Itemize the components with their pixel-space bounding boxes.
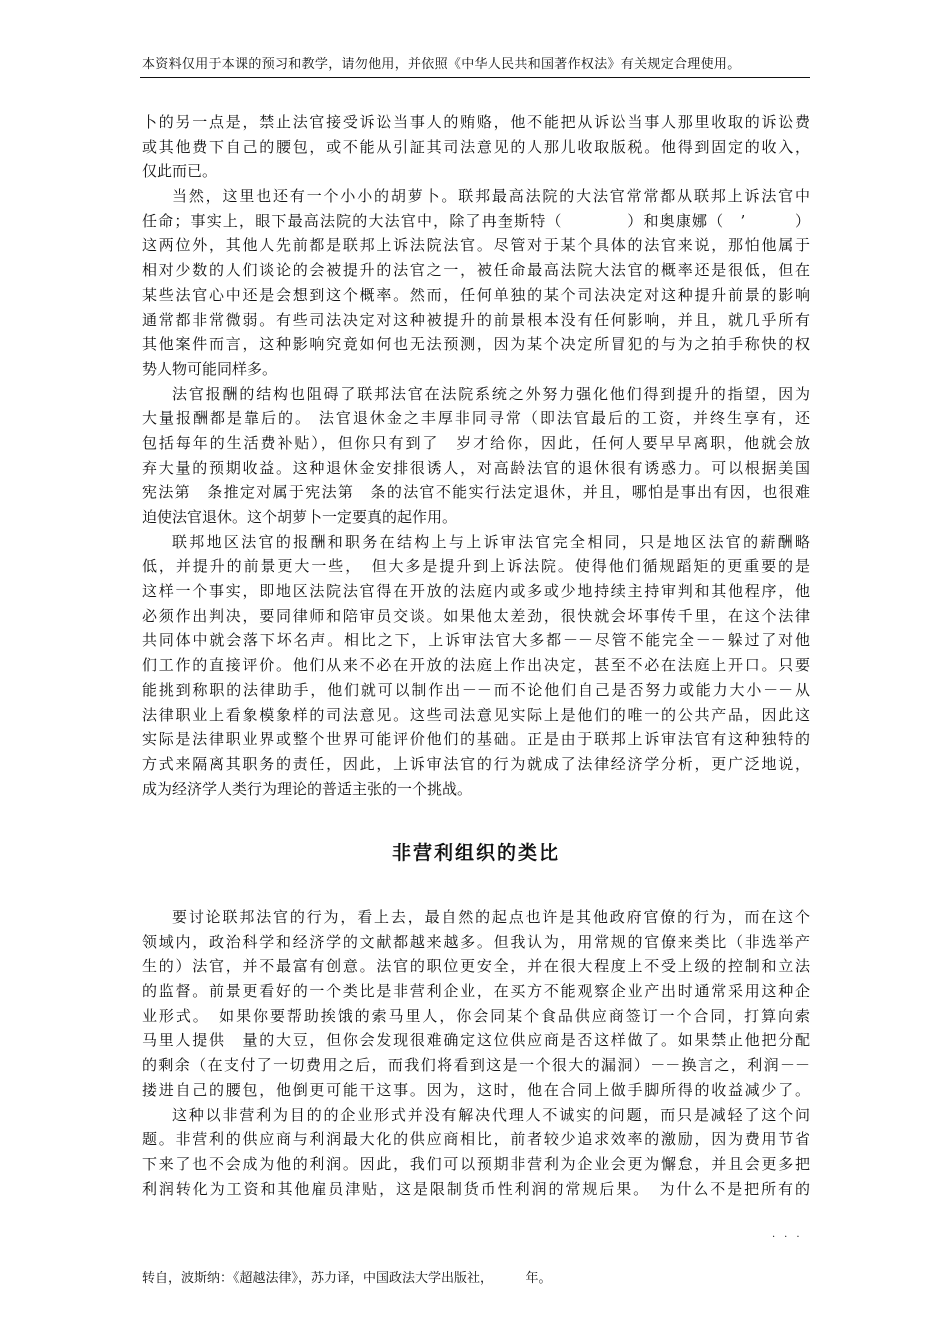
text-line: 低，并提升的前景更大一些， 但大多是提升到上诉法院。使得他们循规蹈矩的更重要的是 [142,557,810,576]
text-line: 方式来隔离其职务的责任，因此，上诉审法官的行为就成了法律经济学分析，更广泛地说， [142,754,810,773]
body-text-part-1 [142,110,810,801]
text-line: 相对少数的人们谈论的会被提升的法官之一，被任命最高法院大法官的概率还是很低，但在 [142,261,810,280]
text-line: 马里人提供 量的大豆，但你会发现很难确定这位供应商是否这样做了。如果禁止他把分配 [142,1031,810,1050]
text-line: 包括每年的生活费补贴），但你只有到了 岁才给你，因此，任何人要早早离职，他就会放 [142,433,810,452]
text-line: 能挑到称职的法律助手，他们就可以制作出－－而不论他们自己是否努力或能力大小－－从 [142,680,810,699]
text-line: 其他案件而言，这种影响究竟如何也无法预测，因为某个决定所冒犯的与为之拍手称快的权 [142,335,810,354]
text-line: 生的）法官，并不最富有创意。法官的职位更安全，并在很大程度上不受上级的控制和立法 [142,957,810,976]
text-line: 任命；事实上，眼下最高法院的大法官中，除了冉奎斯特（ ）和奥康娜（ ’ ） [142,211,810,230]
text-line: 这种以非营利为目的的企业形式并没有解决代理人不诚实的问题，而只是减轻了这个问 [172,1105,810,1124]
text-line: 的剩余（在支付了一切费用之后，而我们将看到这是一个很大的漏洞）－－换言之，利润－－ [142,1056,810,1075]
text-line: 们工作的直接评价。他们从来不必在开放的法庭上作出决定，甚至不必在法庭上开口。只要 [142,656,810,675]
header-notice: 本资料仅用于本课的预习和教学，请勿他用，并依照《中华人民共和国著作权法》有关规定合理使用。 [142,57,741,72]
text-line: 必须作出判决，要同律师和陪审员交谈。如果他太差劲，很快就会坏事传千里，在这个法律 [142,606,810,625]
emphasis-dots: ... [772,1229,809,1240]
body-text-part-2 [142,905,810,1201]
text-line: 某些法官心中还是会想到这个概率。然而，任何单独的某个司法决定对这种提升前景的影响 [142,285,810,304]
text-line: 这样一个事实，即地区法院法官得在开放的法庭内或多或少地持续主持审判和其他程序，他 [142,582,810,601]
text-line: 共同体中就会落下坏名声。相比之下，上诉审法官大多都－－尽管不能完全－－躲过了对他 [142,631,810,650]
text-line: 或其他费下自己的腰包，或不能从引証其司法意见的人那儿收取版税。他得到固定的收入， [142,137,810,156]
text-line: 下来了也不会成为他的利润。因此，我们可以预期非营利为企业会更为懈怠，并且会更多把 [142,1154,810,1173]
text-line: 仅此而已。 [142,162,218,181]
section-title: 非营利组织的类比 [391,842,560,864]
text-line: 利润转化为工资和其他雇员津贴，这是限制货币性利润的常规后果。 为什么不是把所有的 [142,1179,810,1198]
text-line: 要讨论联邦法官的行为，看上去，最自然的起点也许是其他政府官僚的行为，而在这个 [172,908,810,926]
text-line: 题。非营利的供应商与利润最大化的供应商相比，前者较少追求效率的激励，因为费用节省 [142,1130,810,1149]
text-line: 法官报酬的结构也阻碍了联邦法官在法院系统之外努力强化他们得到提升的指望，因为 [172,384,810,403]
text-line: 大量报酬都是靠后的。 法官退休金之丰厚非同寻常（即法官最后的工资，并终生享有，还 [142,409,810,428]
text-line: 这两位外，其他人先前都是联邦上诉法院法官。尽管对于某个具体的法官来说，那怕他属于 [142,236,810,255]
text-line: 业形式。 如果你要帮助挨饿的索马里人，你会同某个食品供应商签订一个合同，打算向索 [142,1006,810,1025]
text-line: 搂进自己的腰包，他倒更可能干这事。因为，这时，他在合同上做手脚所得的收益减少了。 [142,1080,810,1099]
header-rule [140,77,810,78]
text-line: 弃大量的预期收益。这种退休金安排很诱人，对高龄法官的退休很有诱惑力。可以根据美国 [142,458,810,477]
text-line: 领域内，政治科学和经济学的文献都越来越多。但我认为，用常规的官僚来类比（非选举产 [142,932,810,951]
text-line: 实际是法律职业界或整个世界可能评价他们的基础。正是由于联邦上诉审法官有这种独特的 [142,730,810,749]
text-line: 当然，这里也还有一个小小的胡萝卜。联邦最高法院的大法官常常都从联邦上诉法官中 [172,187,810,206]
text-line: 卜的另一点是，禁止法官接受诉讼当事人的贿赂，他不能把从诉讼当事人那里收取的诉讼费 [142,113,810,131]
text-line: 通常都非常微弱。有些司法决定对这种被提升的前景根本没有任何影响，并且，就几乎所有 [142,310,810,329]
text-line: 势人物可能同样多。 [142,359,278,378]
text-line: 成为经济学人类行为理论的普适主张的一个挑战。 [142,779,473,798]
text-line: 联邦地区法官的报酬和职务在结构上与上诉审法官完全相同，只是地区法官的薪酬略 [172,532,810,551]
text-line: 法律职业上看象模象样的司法意见。这些司法意见实际上是他们的唯一的公共产品，因此这 [142,705,810,724]
text-line: 的监督。前景更看好的一个类比是非营利企业，在买方不能观察企业产出时通常采用这种企 [142,982,810,1001]
text-line: 迫使法官退休。这个胡萝卜一定要真的起作用。 [142,508,458,526]
text-line: 宪法第 条推定对属于宪法第 条的法官不能实行法定退休，并且，哪怕是事出有因，也很难 [142,483,810,502]
footer-citation: 转自，波斯纳：《超越法律》，苏力译，中国政法大学出版社， 年。 [142,1271,552,1286]
